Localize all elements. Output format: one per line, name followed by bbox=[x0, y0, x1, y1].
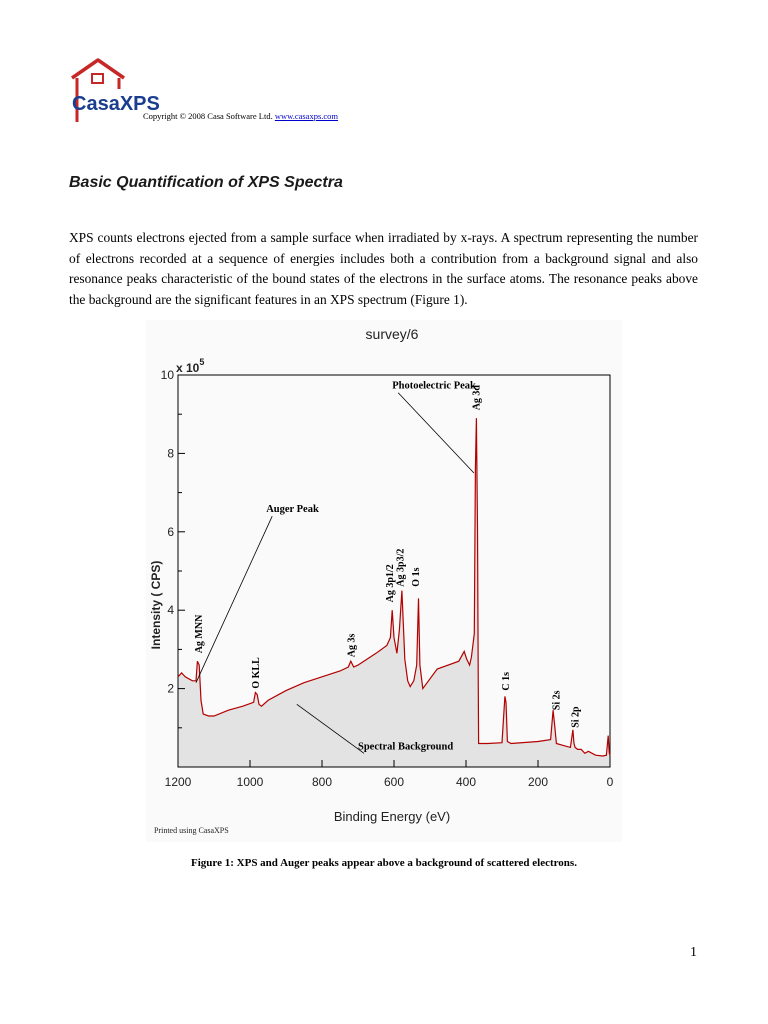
annotation-label: Spectral Background bbox=[358, 741, 454, 753]
printed-using-note: Printed using CasaXPS bbox=[154, 826, 229, 835]
copyright-line bbox=[143, 111, 338, 121]
page-number: 1 bbox=[690, 945, 697, 960]
section-title: Basic Quantification of XPS Spectra bbox=[69, 174, 343, 191]
annotation-leader-line bbox=[398, 393, 474, 473]
x-tick-label: 1200 bbox=[164, 775, 192, 789]
x-tick-label: 1000 bbox=[236, 775, 264, 789]
xps-spectrum-figure bbox=[146, 320, 622, 842]
casaxps-logo bbox=[66, 56, 160, 128]
peak-label: Si 2p bbox=[570, 706, 582, 728]
x-tick-label: 600 bbox=[383, 775, 405, 789]
chart-title: survey/6 bbox=[365, 326, 419, 342]
y-tick-label: 10 bbox=[160, 368, 174, 382]
annotation-label: Photoelectric Peak bbox=[392, 380, 476, 392]
y-tick-label: 4 bbox=[167, 603, 174, 618]
y-multiplier: x $10^5$ bbox=[176, 357, 205, 375]
figure-caption: Figure 1: XPS and Auger peaks appear above a background of scattered electrons. bbox=[191, 857, 577, 869]
peak-label: Ag 3p3/2 bbox=[395, 548, 407, 587]
peak-label: Si 2s bbox=[551, 690, 563, 711]
y-tick-label: 2 bbox=[167, 681, 174, 696]
peak-label: Ag 3p1/2 bbox=[384, 564, 396, 603]
x-tick-label: 400 bbox=[455, 775, 477, 789]
annotation-label: Auger Peak bbox=[266, 504, 319, 516]
intro-paragraph: XPS counts electrons ejected from a sample surface when irradiated by x-rays. A spectrum representing the number of electrons recorded at a sequence of energies includes both a contribution from a background signal and also resonance peaks characteristic of the bound states of the electrons in the surface atoms. The resonance peaks above the background are the significant features in an XPS spectrum (Figure 1). bbox=[69, 230, 698, 307]
peak-label: Ag 3d bbox=[471, 385, 483, 411]
y-axis-label: Intensity ( CPS) bbox=[149, 560, 163, 650]
peak-label: O 1s bbox=[411, 567, 423, 587]
y-tick-label: 6 bbox=[167, 524, 174, 539]
peak-label: C 1s bbox=[501, 671, 513, 691]
peak-label: Ag 3s bbox=[346, 633, 358, 658]
copyright-text: Copyright © 2008 Casa Software Ltd. bbox=[143, 111, 273, 121]
x-tick-label: 200 bbox=[527, 775, 549, 789]
y-tick-label: 8 bbox=[167, 446, 174, 461]
x-tick-label: 800 bbox=[311, 775, 333, 789]
peak-label: Ag MNN bbox=[194, 614, 206, 654]
peak-label: O KLL bbox=[251, 657, 262, 689]
spectrum-chart bbox=[146, 320, 622, 842]
logo-text: CasaXPS bbox=[72, 93, 160, 115]
x-tick-label: 0 bbox=[606, 775, 614, 789]
house-logo-icon bbox=[66, 56, 160, 128]
x-axis-label: Binding Energy (eV) bbox=[333, 809, 451, 824]
website-link[interactable]: www.casaxps.com bbox=[274, 111, 339, 121]
